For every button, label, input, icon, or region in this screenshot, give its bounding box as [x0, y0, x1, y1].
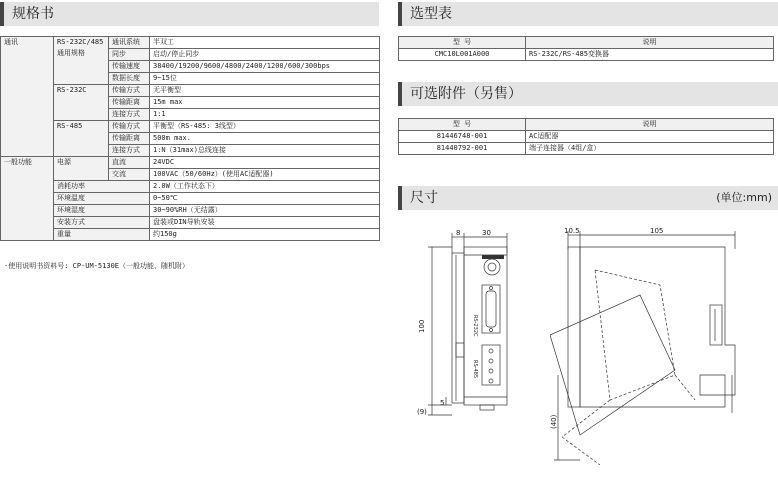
dims-header — [398, 186, 778, 210]
spec-cell: 500m max. — [150, 133, 380, 145]
side-view-drawing — [550, 225, 750, 465]
spec-cell: 1:N（31max)总线连接 — [150, 145, 380, 157]
spec-cell: 安装方式 — [54, 217, 150, 229]
options-table — [398, 118, 774, 155]
header-cell: 说明 — [526, 37, 774, 49]
front-view-drawing — [412, 225, 532, 445]
dims-title: 尺寸 — [410, 190, 438, 206]
spec-cell: 消耗功率 — [54, 181, 150, 193]
spec-cell: 24VDC — [150, 157, 380, 169]
spec-cell: 交流 — [109, 169, 150, 181]
spec-cell: 重量 — [54, 229, 150, 241]
table-cell: CMC10L001A000 — [399, 49, 526, 61]
panel-label-rs485: RS-485 — [472, 360, 478, 378]
spec-cell: 同步 — [109, 49, 150, 61]
spec-cell: 数据长度 — [109, 73, 150, 85]
table-row — [1, 205, 380, 217]
spec-cell: 环境湿度 — [54, 205, 150, 217]
spec-cell: RS-485 — [54, 121, 109, 157]
spec-cell: 30~90%RH（无结露） — [150, 205, 380, 217]
spec-title: 规格书 — [12, 6, 54, 22]
spec-cell: 传输方式 — [109, 121, 150, 133]
options-header — [398, 82, 778, 106]
spec-cell: 传输距离 — [109, 133, 150, 145]
spec-table — [0, 36, 380, 241]
selection-header — [398, 2, 778, 26]
dim-label-8: 8 — [456, 229, 461, 237]
spec-cell: 9~15位 — [150, 73, 380, 85]
spec-cell: 1:1 — [150, 109, 380, 121]
dim-label-5: 5 — [440, 399, 445, 407]
table-header-row — [399, 119, 774, 131]
spec-cell: 连接方式 — [109, 145, 150, 157]
table-row — [399, 131, 774, 143]
spec-cell: 通讯 — [1, 37, 54, 157]
spec-cell: 启动/停止同步 — [150, 49, 380, 61]
table-row — [1, 85, 380, 97]
selection-table — [398, 36, 774, 61]
spec-cell: 一般功能 — [1, 157, 54, 241]
dim-label-105: 105 — [650, 227, 664, 235]
spec-cell: 约150g — [150, 229, 380, 241]
spec-cell: RS-232C — [54, 85, 109, 121]
spec-cell: 2.0W（工作状态下） — [150, 181, 380, 193]
table-cell: RS-232C/RS-485变换器 — [526, 49, 774, 61]
table-row — [1, 229, 380, 241]
table-row — [399, 143, 774, 155]
table-header-row — [399, 37, 774, 49]
spec-cell: 环境温度 — [54, 193, 150, 205]
options-title: 可选附件（另售） — [410, 86, 522, 102]
table-cell: AC适配器 — [526, 131, 774, 143]
dim-label-100: 100 — [418, 319, 426, 333]
header-cell: 型 号 — [399, 37, 526, 49]
spec-cell: 无平衡型 — [150, 85, 380, 97]
spec-cell: 传输距离 — [109, 97, 150, 109]
table-row — [1, 121, 380, 133]
panel-label-rs232: RS-232C — [472, 315, 478, 337]
spec-cell: 平衡型（RS-485: 3线型） — [150, 121, 380, 133]
header-cell: 说明 — [526, 119, 774, 131]
spec-cell: 直流 — [109, 157, 150, 169]
spec-cell: 传输速度 — [109, 61, 150, 73]
dim-label-9: (9) — [417, 408, 427, 416]
table-row — [1, 217, 380, 229]
dims-unit: (单位:mm) — [716, 191, 772, 204]
dim-label-10-5: 10.5 — [564, 227, 580, 235]
spec-header — [0, 2, 379, 26]
table-cell: 端子连接器（4组/盒） — [526, 143, 774, 155]
selection-title: 选型表 — [410, 6, 452, 22]
spec-cell: 半双工 — [150, 37, 380, 49]
spec-cell: 连接方式 — [109, 109, 150, 121]
table-cell: 81446748-001 — [399, 131, 526, 143]
spec-cell: 0~50℃ — [150, 193, 380, 205]
spec-cell: RS-232C/485通用规格 — [54, 37, 109, 85]
spec-cell: 传输方式 — [109, 85, 150, 97]
spec-cell: 15m max — [150, 97, 380, 109]
dim-label-30: 30 — [482, 229, 491, 237]
spec-cell: 电源 — [54, 157, 109, 181]
table-row — [399, 49, 774, 61]
spec-cell: 100VAC（50/60Hz）(使用AC适配器) — [150, 169, 380, 181]
table-row — [1, 181, 380, 193]
spec-note: ·使用说明书资料号: CP-UM-5130E（一般功能、随机附） — [4, 262, 190, 270]
header-cell: 型 号 — [399, 119, 526, 131]
table-row — [1, 157, 380, 169]
table-cell: 81440792-001 — [399, 143, 526, 155]
table-row — [1, 193, 380, 205]
dim-label-40: (40) — [550, 414, 558, 429]
spec-cell: 盘装或DIN导轨安装 — [150, 217, 380, 229]
table-row — [1, 37, 380, 49]
spec-cell: 通讯系统 — [109, 37, 150, 49]
spec-cell: 38400/19200/9600/4800/2400/1200/600/300bps — [150, 61, 380, 73]
